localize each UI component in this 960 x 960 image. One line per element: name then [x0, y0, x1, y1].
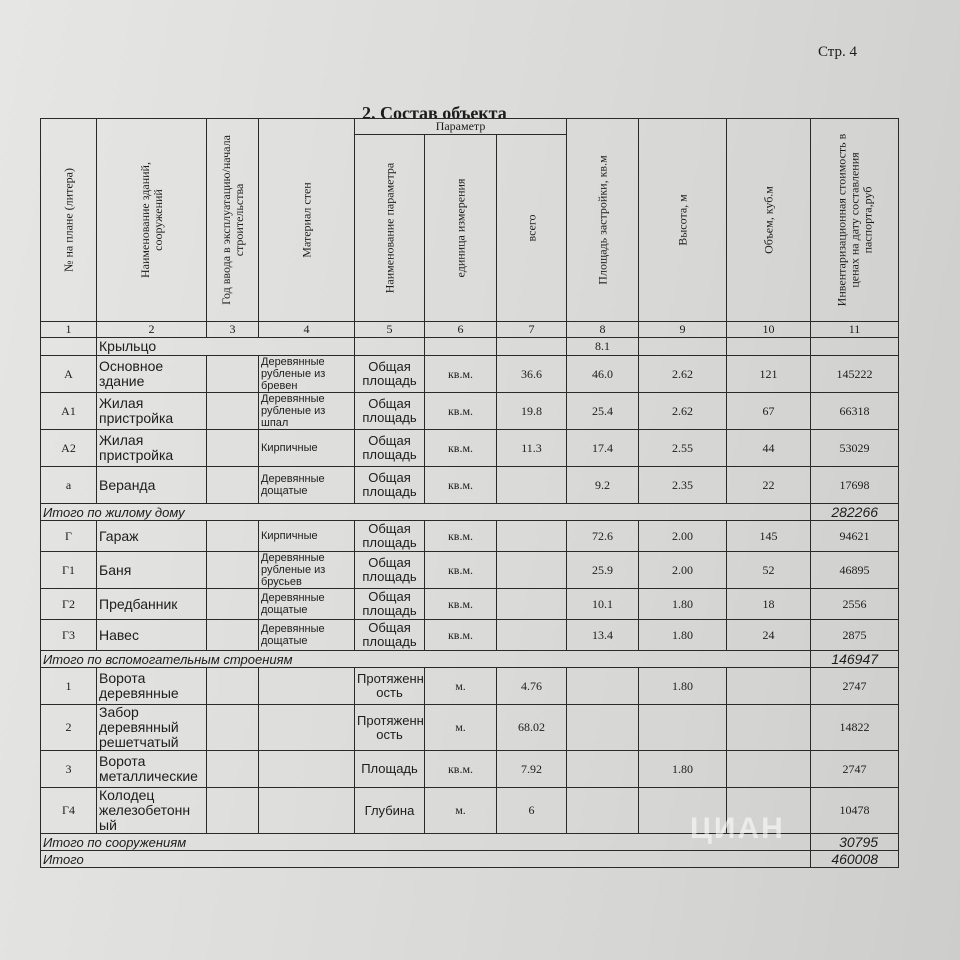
total-living-row	[41, 504, 899, 521]
row-area	[567, 705, 639, 751]
row-total: 36.6	[497, 356, 567, 393]
row-material: Кирпичные	[259, 521, 355, 552]
row-area: 9.2	[567, 467, 639, 504]
row-height	[639, 788, 727, 834]
row-volume: 24	[727, 620, 811, 651]
row-lit: А1	[41, 393, 97, 430]
row-cost: 46895	[811, 552, 899, 589]
row-height: 2.00	[639, 521, 727, 552]
row-year	[207, 589, 259, 620]
table-row	[41, 393, 899, 430]
row-cost: 2747	[811, 668, 899, 705]
row-height: 2.62	[639, 356, 727, 393]
row-total	[497, 552, 567, 589]
column-number: 2	[97, 322, 207, 338]
table-row	[41, 668, 899, 705]
header-row	[41, 119, 899, 135]
row-area: 72.6	[567, 521, 639, 552]
header-param-group: Параметр	[355, 119, 567, 135]
porch-row	[41, 338, 899, 356]
row-cost: 2875	[811, 620, 899, 651]
row-material	[259, 751, 355, 788]
grand-total-row	[41, 851, 899, 868]
row-param: Общая площадь	[355, 467, 425, 504]
total-value: 30795	[811, 834, 899, 851]
row-unit: кв.м.	[425, 751, 497, 788]
row-name: Ворота металлические	[97, 751, 207, 788]
row-lit: А	[41, 356, 97, 393]
row-lit: 3	[41, 751, 97, 788]
row-area: 25.4	[567, 393, 639, 430]
row-lit: А2	[41, 430, 97, 467]
column-number: 11	[811, 322, 899, 338]
row-year	[207, 356, 259, 393]
row-name: Баня	[97, 552, 207, 589]
row-unit: кв.м.	[425, 521, 497, 552]
row-lit: Г	[41, 521, 97, 552]
row-unit: кв.м.	[425, 393, 497, 430]
header-height: Высота, м	[639, 119, 727, 322]
row-area: 46.0	[567, 356, 639, 393]
column-number: 3	[207, 322, 259, 338]
row-volume	[727, 705, 811, 751]
row-material: Деревянные рубленые из шпал	[259, 393, 355, 430]
row-area	[567, 788, 639, 834]
table-row	[41, 589, 899, 620]
header-volume: Объем, куб.м	[727, 119, 811, 322]
column-number: 9	[639, 322, 727, 338]
row-lit: Г3	[41, 620, 97, 651]
row-material: Деревянные рубленые из брусьев	[259, 552, 355, 589]
row-param: Общая площадь	[355, 356, 425, 393]
row-height: 2.00	[639, 552, 727, 589]
row-year	[207, 751, 259, 788]
row-unit: м.	[425, 668, 497, 705]
row-lit: Г4	[41, 788, 97, 834]
row-lit: Г2	[41, 589, 97, 620]
header-param-name: Наименование параметра	[355, 135, 425, 322]
column-number: 4	[259, 322, 355, 338]
total-label: Итого по вспомогательным строениям	[41, 651, 811, 668]
row-lit: 2	[41, 705, 97, 751]
row-total: 19.8	[497, 393, 567, 430]
row-total: 4.76	[497, 668, 567, 705]
row-cost: 2556	[811, 589, 899, 620]
row-cost: 53029	[811, 430, 899, 467]
table-row	[41, 356, 899, 393]
row-param: Общая площадь	[355, 430, 425, 467]
table-row	[41, 552, 899, 589]
row-name: Колодец железобетонн ый	[97, 788, 207, 834]
table-row	[41, 430, 899, 467]
column-number: 1	[41, 322, 97, 338]
porch-area: 8.1	[567, 338, 639, 356]
row-material	[259, 705, 355, 751]
page-number: Стр. 4	[818, 44, 858, 60]
column-number: 8	[567, 322, 639, 338]
row-param: Площадь	[355, 751, 425, 788]
row-name: Предбанник	[97, 589, 207, 620]
row-param: Общая площадь	[355, 393, 425, 430]
row-area: 10.1	[567, 589, 639, 620]
row-param: Общая площадь	[355, 589, 425, 620]
row-name: Навес	[97, 620, 207, 651]
table-row	[41, 751, 899, 788]
row-cost: 17698	[811, 467, 899, 504]
column-number: 6	[425, 322, 497, 338]
row-unit: кв.м.	[425, 552, 497, 589]
row-volume: 145	[727, 521, 811, 552]
header-year: Год ввода в эксплуатацию/начала строительства	[207, 119, 259, 322]
row-year	[207, 668, 259, 705]
row-material: Деревянные дощатые	[259, 620, 355, 651]
row-volume	[727, 668, 811, 705]
row-name: Гараж	[97, 521, 207, 552]
row-year	[207, 521, 259, 552]
row-volume: 22	[727, 467, 811, 504]
table-row	[41, 705, 899, 751]
table-row	[41, 467, 899, 504]
header-area: Площадь застройки, кв.м	[567, 119, 639, 322]
row-name: Веранда	[97, 467, 207, 504]
header-unit: единица измерения	[425, 135, 497, 322]
row-volume: 67	[727, 393, 811, 430]
row-area: 17.4	[567, 430, 639, 467]
row-volume	[727, 751, 811, 788]
row-unit: кв.м.	[425, 430, 497, 467]
row-total: 6	[497, 788, 567, 834]
total-structures-row	[41, 834, 899, 851]
row-height: 2.35	[639, 467, 727, 504]
porch-name: Крыльцо	[97, 338, 355, 356]
row-material: Кирпичные	[259, 430, 355, 467]
row-cost: 10478	[811, 788, 899, 834]
row-volume	[727, 788, 811, 834]
row-lit: 1	[41, 668, 97, 705]
row-unit: м.	[425, 788, 497, 834]
section-title: 2. Состав объекта	[362, 103, 507, 123]
row-unit: м.	[425, 705, 497, 751]
row-lit: а	[41, 467, 97, 504]
row-name: Жилая пристройка	[97, 393, 207, 430]
header-cost: Инвентаризационная стоимость в ценах на дату составления паспорта,руб	[811, 119, 899, 322]
row-year	[207, 552, 259, 589]
row-height: 1.80	[639, 589, 727, 620]
row-volume: 44	[727, 430, 811, 467]
row-height: 1.80	[639, 668, 727, 705]
row-material	[259, 788, 355, 834]
row-param: Общая площадь	[355, 620, 425, 651]
row-total: 68.02	[497, 705, 567, 751]
row-year	[207, 705, 259, 751]
row-height: 1.80	[639, 620, 727, 651]
row-height: 2.62	[639, 393, 727, 430]
row-name: Основное здание	[97, 356, 207, 393]
table-row	[41, 788, 899, 834]
row-material	[259, 668, 355, 705]
row-unit: кв.м.	[425, 467, 497, 504]
row-area: 25.9	[567, 552, 639, 589]
row-height: 1.80	[639, 751, 727, 788]
column-number: 10	[727, 322, 811, 338]
row-material: Деревянные дощатые	[259, 589, 355, 620]
row-cost: 2747	[811, 751, 899, 788]
table-row	[41, 521, 899, 552]
row-param: Общая площадь	[355, 521, 425, 552]
row-cost: 94621	[811, 521, 899, 552]
row-param: Протяженн ость	[355, 668, 425, 705]
row-total	[497, 467, 567, 504]
row-year	[207, 620, 259, 651]
header-name: Наименование зданий, сооружений	[97, 119, 207, 322]
row-unit: кв.м.	[425, 589, 497, 620]
row-param: Глубина	[355, 788, 425, 834]
column-numbers-row	[41, 322, 899, 338]
row-area	[567, 668, 639, 705]
row-unit: кв.м.	[425, 356, 497, 393]
row-name: Забор деревянный решетчатый	[97, 705, 207, 751]
total-label: Итого по сооружениям	[41, 834, 811, 851]
total-aux-row	[41, 651, 899, 668]
row-cost: 14822	[811, 705, 899, 751]
row-material: Деревянные рубленые из бревен	[259, 356, 355, 393]
row-year	[207, 393, 259, 430]
row-total	[497, 521, 567, 552]
row-param: Общая площадь	[355, 552, 425, 589]
row-total	[497, 589, 567, 620]
row-cost: 145222	[811, 356, 899, 393]
row-height: 2.55	[639, 430, 727, 467]
row-total: 7.92	[497, 751, 567, 788]
row-volume: 52	[727, 552, 811, 589]
total-value: 282266	[811, 504, 899, 521]
total-label: Итого по жилому дому	[41, 504, 811, 521]
header-total: всего	[497, 135, 567, 322]
row-volume: 121	[727, 356, 811, 393]
row-total	[497, 620, 567, 651]
table-row	[41, 620, 899, 651]
row-unit: кв.м.	[425, 620, 497, 651]
row-height	[639, 705, 727, 751]
watermark-logo: ЦИАН	[690, 812, 785, 845]
total-value: 460008	[811, 851, 899, 868]
row-cost: 66318	[811, 393, 899, 430]
row-volume: 18	[727, 589, 811, 620]
row-name: Жилая пристройка	[97, 430, 207, 467]
header-lit: № на плане (литера)	[41, 119, 97, 322]
row-total: 11.3	[497, 430, 567, 467]
object-composition-table	[40, 118, 899, 868]
total-value: 146947	[811, 651, 899, 668]
row-year	[207, 430, 259, 467]
row-material: Деревянные дощатые	[259, 467, 355, 504]
row-lit: Г1	[41, 552, 97, 589]
header-material: Материал стен	[259, 119, 355, 322]
column-number: 7	[497, 322, 567, 338]
row-year	[207, 788, 259, 834]
row-area: 13.4	[567, 620, 639, 651]
row-area	[567, 751, 639, 788]
row-year	[207, 467, 259, 504]
row-param: Протяженн ость	[355, 705, 425, 751]
total-label: Итого	[41, 851, 811, 868]
row-name: Ворота деревянные	[97, 668, 207, 705]
column-number: 5	[355, 322, 425, 338]
